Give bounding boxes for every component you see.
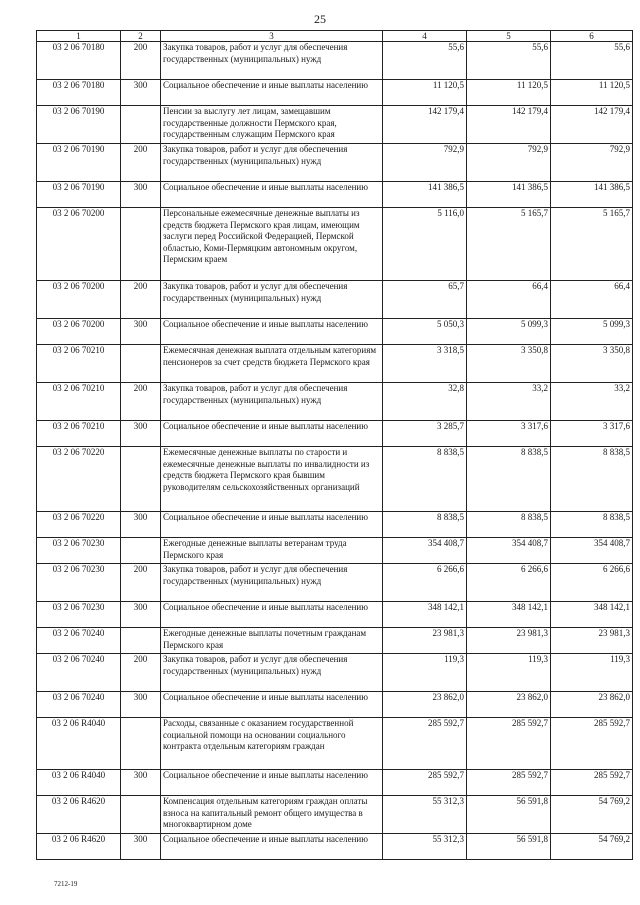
row-name: Закупка товаров, работ и услуг для обеспечения государственных (муниципальных) нужд [161,281,383,319]
row-value-col5: 5 165,7 [467,208,551,281]
table-row [37,628,633,654]
row-value-col5: 285 592,7 [467,718,551,770]
row-value-col6: 792,9 [551,144,633,182]
table-row [37,654,633,692]
row-code: 03 2 06 70200 [37,208,121,281]
column-header: 6 [551,31,633,42]
row-value-col4: 141 386,5 [383,182,467,208]
row-expense-type: 200 [121,383,161,421]
row-expense-type: 200 [121,42,161,80]
row-name: Закупка товаров, работ и услуг для обеспечения государственных (муниципальных) нужд [161,144,383,182]
row-code: 03 2 06 70210 [37,345,121,383]
row-value-col4: 285 592,7 [383,770,467,796]
row-value-col5: 11 120,5 [467,80,551,106]
row-expense-type: 300 [121,182,161,208]
row-name: Пенсии за выслугу лет лицам, замещавшим государственные должности Пермского края, государственным служащим Пермского края [161,106,383,144]
row-value-col4: 8 838,5 [383,512,467,538]
row-value-col6: 6 266,6 [551,564,633,602]
row-code: 03 2 06 70180 [37,42,121,80]
table-row [37,319,633,345]
row-code: 03 2 06 R4620 [37,834,121,860]
row-code: 03 2 06 70220 [37,447,121,512]
table-row [37,564,633,602]
row-value-col5: 5 099,3 [467,319,551,345]
row-expense-type [121,538,161,564]
column-header: 2 [121,31,161,42]
row-name: Закупка товаров, работ и услуг для обеспечения государственных (муниципальных) нужд [161,42,383,80]
row-code: 03 2 06 70180 [37,80,121,106]
row-value-col5: 23 981,3 [467,628,551,654]
row-code: 03 2 06 70240 [37,692,121,718]
table-row [37,602,633,628]
row-name: Расходы, связанные с оказанием государственной социальной помощи на основании социального контракта отдельным категориям граждан [161,718,383,770]
row-expense-type [121,796,161,834]
row-name: Социальное обеспечение и иные выплаты населению [161,512,383,538]
column-header: 4 [383,31,467,42]
row-code: 03 2 06 70230 [37,538,121,564]
table-row [37,383,633,421]
table-row [37,80,633,106]
row-value-col6: 55,6 [551,42,633,80]
row-value-col4: 55 312,3 [383,834,467,860]
row-value-col5: 3 317,6 [467,421,551,447]
row-expense-type [121,628,161,654]
row-value-col5: 56 591,8 [467,834,551,860]
row-code: 03 2 06 70200 [37,319,121,345]
row-value-col4: 3 318,5 [383,345,467,383]
row-name: Закупка товаров, работ и услуг для обеспечения государственных (муниципальных) нужд [161,383,383,421]
table-row [37,208,633,281]
row-value-col4: 11 120,5 [383,80,467,106]
row-value-col4: 348 142,1 [383,602,467,628]
column-header: 3 [161,31,383,42]
row-name: Социальное обеспечение и иные выплаты населению [161,834,383,860]
row-value-col5: 66,4 [467,281,551,319]
row-value-col4: 119,3 [383,654,467,692]
row-value-col5: 142 179,4 [467,106,551,144]
table-body [37,42,633,860]
row-expense-type [121,208,161,281]
page-number: 25 [314,12,326,26]
row-value-col6: 5 165,7 [551,208,633,281]
row-value-col4: 5 116,0 [383,208,467,281]
row-value-col6: 3 350,8 [551,345,633,383]
row-code: 03 2 06 70190 [37,182,121,208]
table-row [37,182,633,208]
row-expense-type [121,718,161,770]
row-name: Социальное обеспечение и иные выплаты населению [161,319,383,345]
row-value-col4: 142 179,4 [383,106,467,144]
row-expense-type: 300 [121,421,161,447]
table-row [37,796,633,834]
row-code: 03 2 06 70210 [37,383,121,421]
row-value-col5: 6 266,6 [467,564,551,602]
row-value-col4: 354 408,7 [383,538,467,564]
row-value-col6: 66,4 [551,281,633,319]
row-value-col5: 119,3 [467,654,551,692]
row-name: Ежемесячные денежные выплаты по старости и ежемесячные денежные выплаты по инвалидности из средств бюджета Пермского края бывшим руководителям сельскохозяйственных организаций [161,447,383,512]
row-value-col5: 792,9 [467,144,551,182]
row-value-col6: 285 592,7 [551,718,633,770]
row-value-col4: 23 981,3 [383,628,467,654]
table-row [37,106,633,144]
row-value-col6: 54 769,2 [551,834,633,860]
row-value-col4: 32,8 [383,383,467,421]
row-value-col4: 5 050,3 [383,319,467,345]
row-name: Компенсация отдельным категориям граждан оплаты взноса на капитальный ремонт общего имущества в многоквартирном доме [161,796,383,834]
row-value-col5: 33,2 [467,383,551,421]
row-value-col5: 23 862,0 [467,692,551,718]
row-name: Ежегодные денежные выплаты почетным гражданам Пермского края [161,628,383,654]
footer-code: 7212-19 [54,880,78,888]
row-name: Ежемесячная денежная выплата отдельным категориям пенсионеров за счет средств бюджета Пермского края [161,345,383,383]
row-value-col6: 33,2 [551,383,633,421]
row-value-col5: 3 350,8 [467,345,551,383]
row-value-col6: 23 862,0 [551,692,633,718]
row-value-col6: 348 142,1 [551,602,633,628]
row-value-col6: 354 408,7 [551,538,633,564]
table-row [37,421,633,447]
row-expense-type: 300 [121,770,161,796]
row-value-col5: 285 592,7 [467,770,551,796]
row-name: Социальное обеспечение и иные выплаты населению [161,182,383,208]
row-name: Социальное обеспечение и иные выплаты населению [161,421,383,447]
row-expense-type [121,447,161,512]
row-value-col5: 8 838,5 [467,512,551,538]
row-code: 03 2 06 70240 [37,654,121,692]
table-row [37,345,633,383]
row-expense-type: 300 [121,602,161,628]
row-value-col5: 354 408,7 [467,538,551,564]
row-value-col4: 55 312,3 [383,796,467,834]
row-value-col6: 23 981,3 [551,628,633,654]
column-header: 1 [37,31,121,42]
column-number-row [37,31,633,42]
row-value-col5: 56 591,8 [467,796,551,834]
table-row [37,281,633,319]
row-value-col6: 11 120,5 [551,80,633,106]
row-name: Закупка товаров, работ и услуг для обеспечения государственных (муниципальных) нужд [161,654,383,692]
table-row [37,144,633,182]
row-expense-type: 300 [121,319,161,345]
row-value-col4: 792,9 [383,144,467,182]
row-code: 03 2 06 R4040 [37,718,121,770]
row-value-col6: 54 769,2 [551,796,633,834]
row-expense-type: 200 [121,564,161,602]
row-name: Социальное обеспечение и иные выплаты населению [161,602,383,628]
row-value-col4: 65,7 [383,281,467,319]
row-code: 03 2 06 70210 [37,421,121,447]
row-code: 03 2 06 70240 [37,628,121,654]
table-row [37,512,633,538]
row-value-col6: 3 317,6 [551,421,633,447]
row-expense-type: 200 [121,281,161,319]
row-value-col6: 119,3 [551,654,633,692]
row-value-col6: 5 099,3 [551,319,633,345]
row-value-col6: 142 179,4 [551,106,633,144]
row-code: 03 2 06 70220 [37,512,121,538]
row-value-col4: 6 266,6 [383,564,467,602]
row-code: 03 2 06 70190 [37,106,121,144]
table-row [37,834,633,860]
row-expense-type: 300 [121,692,161,718]
row-value-col5: 141 386,5 [467,182,551,208]
row-value-col6: 8 838,5 [551,447,633,512]
row-code: 03 2 06 R4040 [37,770,121,796]
row-expense-type: 300 [121,512,161,538]
row-expense-type: 300 [121,834,161,860]
row-value-col4: 8 838,5 [383,447,467,512]
table-row [37,718,633,770]
row-value-col6: 8 838,5 [551,512,633,538]
column-header: 5 [467,31,551,42]
row-expense-type [121,106,161,144]
row-name: Персональные ежемесячные денежные выплаты из средств бюджета Пермского края лицам, имеющим заслуги перед Российской Федерацией, Пермской областью, Коми-Пермяцким автономным округом, Пермским краем [161,208,383,281]
row-value-col4: 285 592,7 [383,718,467,770]
row-name: Закупка товаров, работ и услуг для обеспечения государственных (муниципальных) нужд [161,564,383,602]
row-value-col5: 348 142,1 [467,602,551,628]
row-value-col4: 3 285,7 [383,421,467,447]
row-value-col6: 141 386,5 [551,182,633,208]
row-code: 03 2 06 70230 [37,564,121,602]
row-name: Социальное обеспечение и иные выплаты населению [161,80,383,106]
row-expense-type: 200 [121,654,161,692]
table-row [37,770,633,796]
row-expense-type: 300 [121,80,161,106]
table-row [37,538,633,564]
row-value-col6: 285 592,7 [551,770,633,796]
row-expense-type: 200 [121,144,161,182]
row-name: Социальное обеспечение и иные выплаты населению [161,692,383,718]
row-value-col4: 55,6 [383,42,467,80]
row-value-col4: 23 862,0 [383,692,467,718]
row-code: 03 2 06 70230 [37,602,121,628]
budget-table [36,30,633,860]
row-value-col5: 8 838,5 [467,447,551,512]
row-name: Ежегодные денежные выплаты ветеранам труда Пермского края [161,538,383,564]
table-row [37,42,633,80]
row-code: 03 2 06 70190 [37,144,121,182]
row-code: 03 2 06 R4620 [37,796,121,834]
row-name: Социальное обеспечение и иные выплаты населению [161,770,383,796]
row-value-col5: 55,6 [467,42,551,80]
table-row [37,692,633,718]
row-expense-type [121,345,161,383]
table-row [37,447,633,512]
row-code: 03 2 06 70200 [37,281,121,319]
